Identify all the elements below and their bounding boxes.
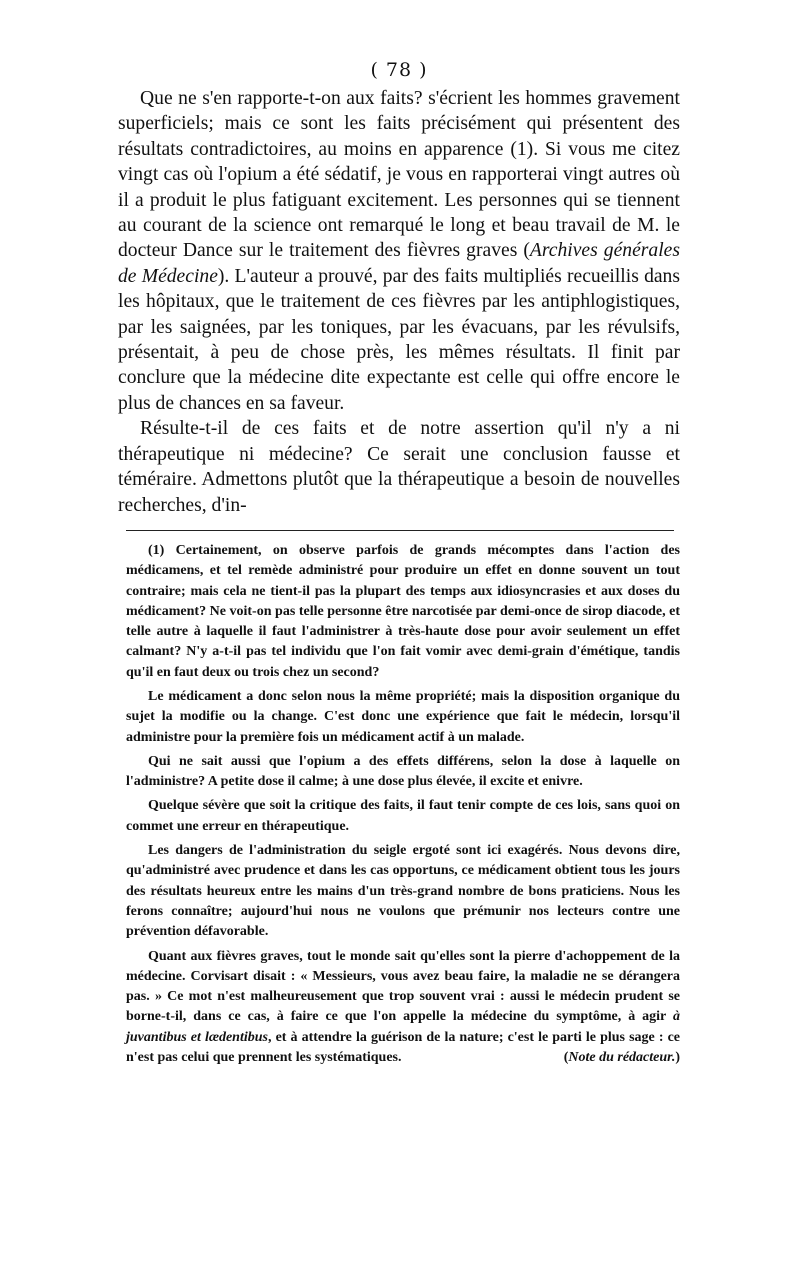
footnote-paragraph-4: Quelque sévère que soit la critique des faits, il faut tenir compte de ces lois, sans quoi on commet une erreur en thérapeutique. — [126, 798, 680, 834]
book-page — [118, 58, 680, 1072]
footnote-block — [118, 541, 680, 1068]
page-number: ( 78 ) — [370, 59, 428, 81]
editor-note-label: Note du rédacteur. — [568, 1050, 676, 1066]
editor-note-open-paren: ( — [563, 1050, 569, 1066]
editor-note-close-paren: ) — [675, 1050, 680, 1066]
footnote-paragraph-2: Le médicament a donc selon nous la même propriété; mais la disposition organique du sujet la modifie ou la change. C'est donc une expérience que fait le médecin, lorsqu'il administre pour la première fois un médicament actif à un malade. — [126, 688, 680, 745]
footnote-paragraph-5: Les dangers de l'administration du seigle ergoté sont ici exagérés. Nous devons dire, qu'administré avec prudence et dans les cas opportuns, ce médicament obtient tous les jours des résultats heureux entre les mains d'un très-grand nombre de bons praticiens. Nous les ferons connaître; aujourd'hui nous ne voulons que prémunir nos lecteurs contre une prévention défavorable. — [126, 843, 680, 940]
editor-note-signature — [542, 1048, 680, 1068]
footnote-paragraph-1: (1) Certainement, on observe parfois de grands mécomptes dans l'action des médicamens, et tel remède administré pour produire un effet en donne souvent un tout contraire; mais cela ne tient-il pas la plupart des temps aux idiosyncrasies et aux doses du médicament? Ne voit-on pas telle personne être narcotisée par demi-once de sirop diacode, et telle autre à laquelle il faut l'administrer à très-haute dose pour avoir seulement un effet calmant? N'y a-t-il pas tel individu que l'on fait vomir avec demi-grain d'émétique, tandis qu'il en faut deux ou trois chez un second? — [126, 542, 680, 680]
footnote-divider — [126, 530, 674, 531]
paragraph-2: Résulte-t-il de ces faits et de notre assertion qu'il n'y a ni thérapeutique ni médecine? Ce serait une conclusion fausse et téméraire. Admettons plutôt que la thérapeutique a besoin de nouvelles recherches, d'in- — [118, 418, 680, 516]
paragraph-1-text-b: ). L'auteur a prouvé, par des faits multipliés recueillis dans les hôpitaux, que le traitement de ces fièvres par les antiphlogistiques, par les saignées, par les toniques, par les évacuans, par les révulsifs, présentait, à peu de chose près, les mêmes résultats. Il finit par conclure que la médecine dite expectante est celle qui offre encore le plus de chances en sa faveur. — [118, 265, 680, 414]
footnote-paragraph-6 — [126, 947, 680, 1069]
paragraph-1 — [118, 86, 680, 416]
paragraph-1-text-a: Que ne s'en rapporte-t-on aux faits? s'écrient les hommes gravement superficiels; mais ce sont les faits précisément qui présentent des résultats contradictoires, au moins en apparence (1). Si vous me citez vingt cas où l'opium a été sédatif, je vous en rapporterai vingt autres où il a produit le plus fatiguant excitement. Les personnes qui se tiennent au courant de la science ont remarqué le long et beau travail de M. le docteur Dance sur le traitement des fièvres graves ( — [118, 88, 680, 262]
main-text — [118, 86, 680, 518]
footnote-paragraph-3: Qui ne sait aussi que l'opium a des effets différens, selon la dose à laquelle on l'administre? A petite dose il calme; à une dose plus élevée, il excite et enivre. — [126, 753, 680, 790]
footnote-paragraph-6-text-a: Quant aux fièvres graves, tout le monde sait qu'elles sont la pierre d'achoppement de la médecine. Corvisart disait : « Messieurs, vous avez beau faire, la maladie ne se dérangera pas. » Ce mot n'est malheureusement que trop souvent vrai : aussi le médecin prudent se borne-t-il, dans ce cas, à faire ce que l'on appelle la médecine du symptôme, à agir — [126, 948, 680, 1025]
footnote-paragraph-6-text-b: , et à attendre la guérison de la nature; c'est le parti le plus sage : ce n'est pas celui que prennent les systématiques. — [126, 1029, 681, 1066]
latin-phrase: à juvantibus et lædentibus — [126, 1009, 680, 1045]
journal-title: Archives générales de Médecine — [118, 240, 680, 287]
